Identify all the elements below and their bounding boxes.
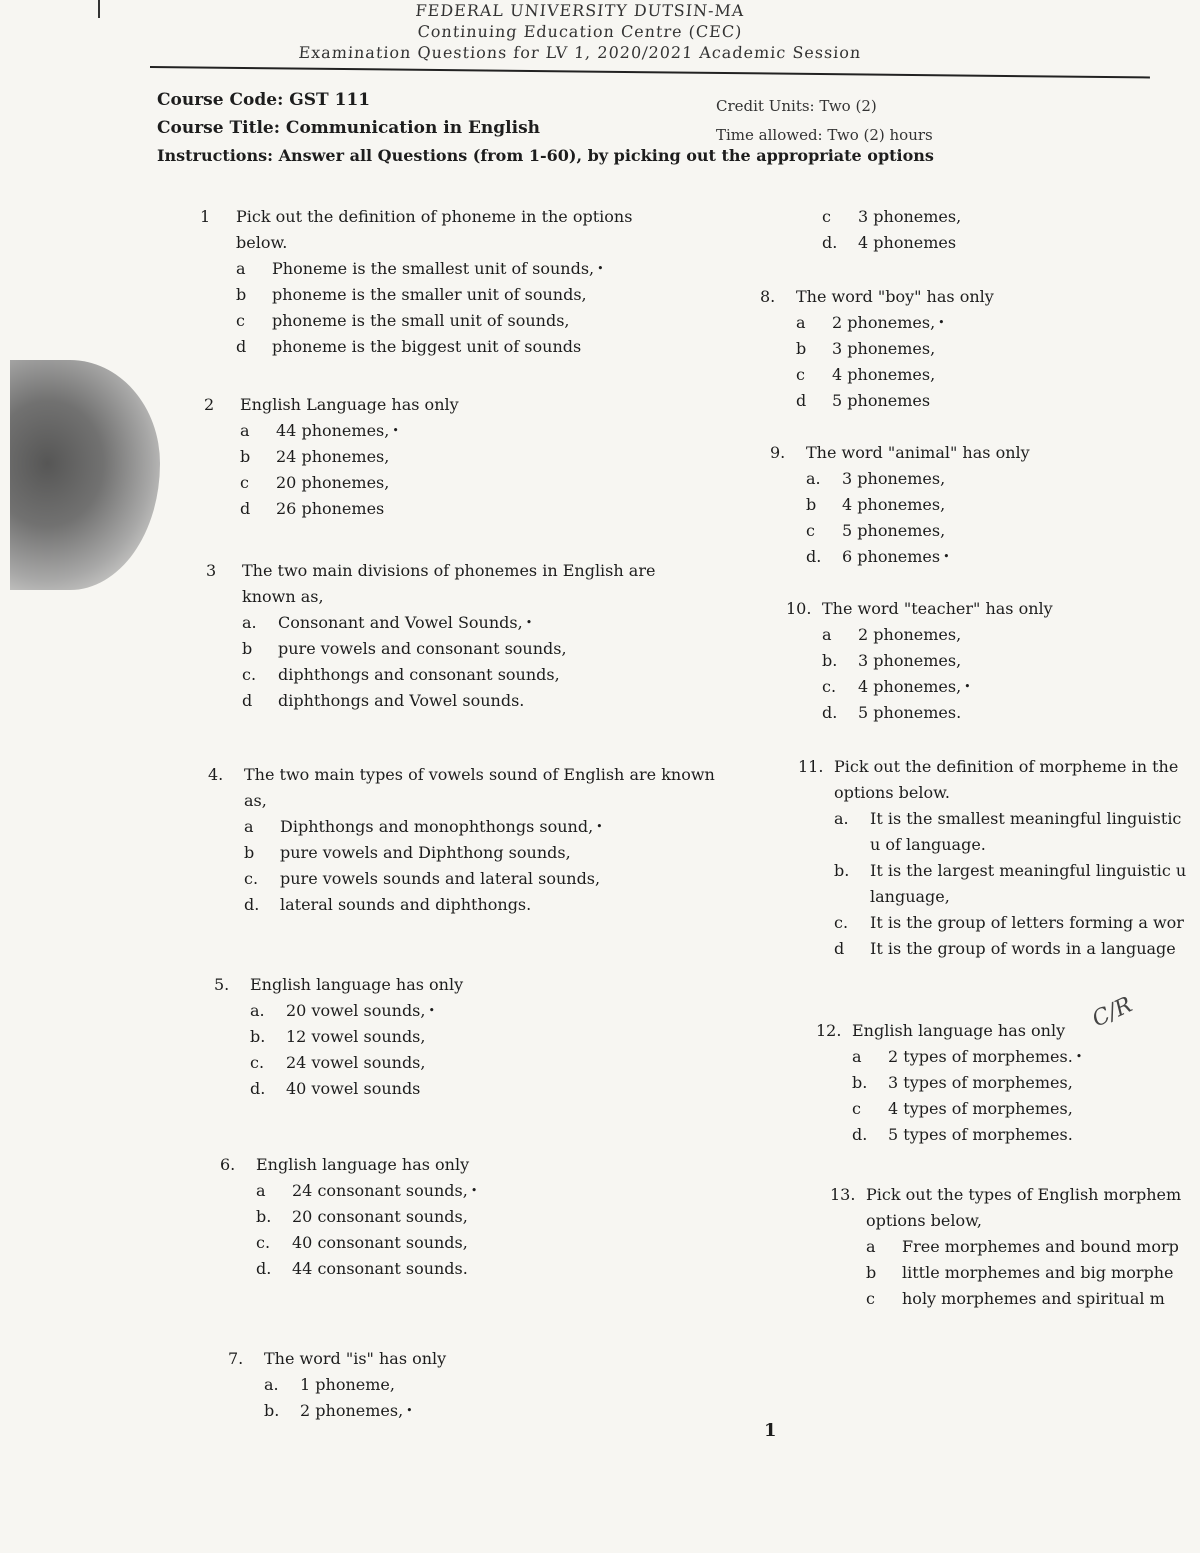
option-item <box>250 1024 694 1050</box>
question-11 <box>786 596 1146 726</box>
option-text: 12 vowel sounds, <box>286 1027 426 1046</box>
question-text: Pick out the definition of morpheme in the options below. <box>834 757 1179 802</box>
option-list <box>852 1044 1176 1148</box>
question-9 <box>760 284 1120 414</box>
option-text: 3 phonemes, <box>832 339 936 358</box>
option-item <box>250 1050 694 1076</box>
option-item <box>264 1372 708 1398</box>
option-item <box>256 1178 700 1204</box>
option-letter: a <box>822 625 832 644</box>
option-item <box>852 1122 1176 1148</box>
option-item <box>822 700 1146 726</box>
option-item <box>242 688 686 714</box>
question-number: 2 <box>204 395 215 414</box>
option-letter: b. <box>264 1401 280 1420</box>
option-item <box>242 636 686 662</box>
question-number: 7. <box>228 1349 244 1368</box>
option-letter: d. <box>852 1125 868 1144</box>
course-code: Course Code: GST 111 <box>157 90 371 110</box>
answer-mark-icon: • <box>964 680 971 693</box>
option-letter: c. <box>242 665 257 684</box>
option-item <box>236 256 680 282</box>
option-item <box>244 840 728 866</box>
option-letter: d <box>236 337 247 356</box>
option-text: Phoneme is the smallest unit of sounds, <box>272 259 595 278</box>
option-item <box>244 892 728 918</box>
option-text: 2 phonemes, <box>858 625 962 644</box>
option-item <box>236 282 680 308</box>
question-stem <box>816 1018 1176 1044</box>
exam-title: Examination Questions for LV 1, 2020/2021 Academic Session <box>297 43 863 62</box>
option-text: 5 phonemes <box>832 391 931 410</box>
option-letter: b. <box>256 1207 272 1226</box>
option-text: Diphthongs and monophthongs sound, <box>280 817 594 836</box>
option-letter: d <box>834 939 845 958</box>
question-text: English language has only <box>852 1021 1066 1040</box>
option-text: 3 phonemes, <box>858 651 962 670</box>
option-item <box>796 388 1120 414</box>
option-letter: b. <box>834 861 850 880</box>
option-letter: c <box>852 1099 861 1118</box>
question-number: 12. <box>816 1021 842 1040</box>
course-title: Course Title: Communication in English <box>157 118 541 138</box>
answer-mark-icon: • <box>525 616 533 629</box>
question-14 <box>830 1182 1190 1312</box>
option-list <box>256 1178 700 1282</box>
option-text: 20 vowel sounds, <box>286 1001 426 1020</box>
question-number: 3 <box>206 561 217 580</box>
question-stem <box>214 972 694 998</box>
option-text: 5 phonemes, <box>842 521 946 540</box>
option-list <box>244 814 728 918</box>
option-letter: c <box>806 521 815 540</box>
option-letter: a. <box>806 469 821 488</box>
option-letter: a <box>244 817 254 836</box>
university-name: FEDERAL UNIVERSITY DUTSIN-MA <box>414 1 746 20</box>
margin-mark <box>98 0 100 18</box>
question-text: English language has only <box>250 975 464 994</box>
credit-units: Credit Units: Two (2) <box>716 97 877 115</box>
option-item <box>852 1044 1176 1070</box>
option-text: 3 phonemes, <box>858 207 962 226</box>
option-item <box>242 610 686 636</box>
option-item <box>256 1204 700 1230</box>
option-letter: b <box>242 639 253 658</box>
option-list <box>866 1234 1190 1312</box>
option-letter: a. <box>834 809 849 828</box>
question-5 <box>214 972 694 1102</box>
question-stem <box>204 392 684 418</box>
option-letter: a. <box>242 613 257 632</box>
option-letter: a <box>852 1047 862 1066</box>
option-item <box>822 648 1146 674</box>
option-text: It is the group of letters forming a wor <box>870 913 1184 932</box>
question-stem <box>206 558 686 610</box>
question-stem <box>200 204 680 256</box>
option-letter: d <box>242 691 253 710</box>
option-item <box>866 1260 1190 1286</box>
option-item <box>806 492 1130 518</box>
option-text: 40 vowel sounds <box>286 1079 421 1098</box>
option-text: 4 phonemes, <box>842 495 946 514</box>
option-letter: c. <box>244 869 259 888</box>
option-item <box>834 910 1188 936</box>
option-text: holy morphemes and spiritual m <box>902 1289 1165 1308</box>
option-letter: b <box>236 285 247 304</box>
header-rule <box>150 66 1150 78</box>
option-text: 20 consonant sounds, <box>292 1207 468 1226</box>
question-13 <box>816 1018 1176 1148</box>
option-item <box>242 662 686 688</box>
question-4 <box>208 762 728 918</box>
option-letter: a <box>236 259 246 278</box>
time-allowed: Time allowed: Two (2) hours <box>716 126 933 144</box>
question-stem <box>830 1182 1190 1234</box>
option-text: 26 phonemes <box>276 499 385 518</box>
answer-mark-icon: • <box>470 1184 478 1197</box>
question-1 <box>200 204 680 360</box>
option-item <box>822 230 1086 256</box>
question-text: The two main types of vowels sound of English are known as, <box>244 765 715 810</box>
option-item <box>834 858 1188 910</box>
option-letter: d. <box>822 703 838 722</box>
option-text: 5 phonemes. <box>858 703 962 722</box>
question-number: 4. <box>208 765 224 784</box>
option-letter: d. <box>256 1259 272 1278</box>
option-list <box>806 466 1130 570</box>
option-text: Free morphemes and bound morp <box>902 1237 1179 1256</box>
question-stem <box>798 754 1188 806</box>
question-text: The word "boy" has only <box>796 287 994 306</box>
option-letter: b. <box>250 1027 266 1046</box>
option-item <box>244 814 728 840</box>
centre-name: Continuing Education Centre (CEC) <box>416 22 744 41</box>
option-text: 3 types of morphemes, <box>888 1073 1073 1092</box>
option-letter: b <box>796 339 807 358</box>
question-stem <box>786 596 1146 622</box>
option-text: 6 phonemes <box>842 547 941 566</box>
option-list <box>796 310 1120 414</box>
option-letter: c <box>796 365 805 384</box>
option-item <box>796 336 1120 362</box>
option-text: 20 phonemes, <box>276 473 390 492</box>
option-text: 5 types of morphemes. <box>888 1125 1073 1144</box>
option-letter: c. <box>256 1233 271 1252</box>
option-text: pure vowels and consonant sounds, <box>278 639 567 658</box>
handwritten-mark: C/R <box>1088 992 1137 1033</box>
answer-mark-icon: • <box>1075 1050 1083 1063</box>
question-10 <box>770 440 1130 570</box>
question-text: English language has only <box>256 1155 470 1174</box>
option-letter: a. <box>250 1001 265 1020</box>
option-item <box>866 1286 1190 1312</box>
option-item <box>834 936 1188 962</box>
option-list <box>240 418 684 522</box>
answer-mark-icon: • <box>943 550 950 563</box>
option-text: diphthongs and Vowel sounds. <box>278 691 525 710</box>
option-item <box>240 496 684 522</box>
option-letter: c <box>822 207 831 226</box>
option-letter: b. <box>822 651 838 670</box>
option-text: It is the largest meaningful linguistic u language, <box>870 861 1187 906</box>
page-number: 1 <box>764 1420 777 1441</box>
option-list <box>264 1372 708 1424</box>
option-text: Consonant and Vowel Sounds, <box>278 613 523 632</box>
option-text: phoneme is the small unit of sounds, <box>272 311 570 330</box>
option-letter: d. <box>806 547 822 566</box>
option-text: 2 phonemes, <box>832 313 936 332</box>
option-item <box>806 518 1130 544</box>
option-text: lateral sounds and diphthongs. <box>280 895 532 914</box>
option-letter: b. <box>852 1073 868 1092</box>
question-3 <box>206 558 686 714</box>
option-text: 1 phoneme, <box>300 1375 395 1394</box>
answer-mark-icon: • <box>428 1004 435 1017</box>
option-item <box>250 1076 694 1102</box>
option-text: 24 consonant sounds, <box>292 1181 468 1200</box>
option-letter: c. <box>822 677 837 696</box>
question-stem <box>208 762 728 814</box>
option-text: phoneme is the biggest unit of sounds <box>272 337 582 356</box>
option-text: It is the group of words in a language <box>870 939 1176 958</box>
option-item <box>822 622 1146 648</box>
answer-mark-icon: • <box>392 424 399 437</box>
question-text: Pick out the types of English morphem options below, <box>866 1185 1182 1230</box>
option-text: 4 phonemes <box>858 233 957 252</box>
option-letter: c. <box>250 1053 265 1072</box>
option-letter: a <box>796 313 806 332</box>
option-item <box>236 334 680 360</box>
question-6 <box>220 1152 700 1282</box>
option-letter: c. <box>834 913 849 932</box>
option-item <box>852 1096 1176 1122</box>
option-item <box>852 1070 1176 1096</box>
option-letter: b <box>806 495 817 514</box>
option-text: 3 phonemes, <box>842 469 946 488</box>
option-letter: d <box>240 499 251 518</box>
option-text: pure vowels sounds and lateral sounds, <box>280 869 601 888</box>
option-text: 2 types of morphemes. <box>888 1047 1073 1066</box>
option-letter: c <box>240 473 249 492</box>
option-text: It is the smallest meaningful linguistic u of language. <box>870 809 1182 854</box>
scan-shadow <box>10 360 160 590</box>
question-text: English Language has only <box>240 395 459 414</box>
option-text: phoneme is the smaller unit of sounds, <box>272 285 587 304</box>
instructions: Instructions: Answer all Questions (from 1-60), by picking out the appropriate options <box>157 146 934 165</box>
option-item <box>244 866 728 892</box>
option-letter: a. <box>264 1375 279 1394</box>
option-text: 24 phonemes, <box>276 447 390 466</box>
option-text: diphthongs and consonant sounds, <box>278 665 560 684</box>
option-text: 44 consonant sounds. <box>292 1259 468 1278</box>
option-item <box>256 1256 700 1282</box>
question-number: 9. <box>770 443 786 462</box>
option-item <box>834 806 1188 858</box>
question-text: The word "teacher" has only <box>822 599 1053 618</box>
option-text: 2 phonemes, <box>300 1401 404 1420</box>
option-item <box>240 470 684 496</box>
option-text: 40 consonant sounds, <box>292 1233 468 1252</box>
option-item <box>264 1398 708 1424</box>
question-text: The word "animal" has only <box>806 443 1030 462</box>
option-letter: d. <box>250 1079 266 1098</box>
option-letter: a <box>866 1237 876 1256</box>
question-number: 10. <box>786 599 812 618</box>
question-stem <box>220 1152 700 1178</box>
option-list <box>242 610 686 714</box>
option-letter: d. <box>244 895 260 914</box>
question-text: The two main divisions of phonemes in English are known as, <box>242 561 656 606</box>
option-item <box>822 674 1146 700</box>
document-header <box>150 0 1010 63</box>
question-number: 13. <box>830 1185 856 1204</box>
answer-mark-icon: • <box>596 820 603 833</box>
option-text: 4 phonemes, <box>858 677 962 696</box>
option-text: pure vowels and Diphthong sounds, <box>280 843 571 862</box>
option-item <box>866 1234 1190 1260</box>
option-item <box>240 418 684 444</box>
question-stem <box>228 1346 708 1372</box>
question-text: Pick out the definition of phoneme in the options below. <box>236 207 633 252</box>
option-letter: a <box>240 421 250 440</box>
course-info <box>157 86 540 142</box>
option-item <box>240 444 684 470</box>
option-letter: b <box>866 1263 877 1282</box>
option-text: 44 phonemes, <box>276 421 390 440</box>
question-text: The word "is" has only <box>264 1349 447 1368</box>
answer-mark-icon: • <box>406 1404 413 1417</box>
question-number: 6. <box>220 1155 236 1174</box>
question-7 <box>228 1346 708 1424</box>
question-number: 11. <box>798 757 824 776</box>
option-letter: d <box>796 391 807 410</box>
option-text: 4 phonemes, <box>832 365 936 384</box>
option-letter: c <box>236 311 245 330</box>
option-text: 24 vowel sounds, <box>286 1053 426 1072</box>
option-item <box>256 1230 700 1256</box>
option-item <box>806 466 1130 492</box>
question-stem <box>770 440 1130 466</box>
option-text: little morphemes and big morphe <box>902 1263 1174 1282</box>
option-item <box>806 544 1130 570</box>
option-item <box>250 998 694 1024</box>
option-item <box>796 362 1120 388</box>
question-number: 8. <box>760 287 776 306</box>
answer-mark-icon: • <box>597 262 604 275</box>
course-meta <box>716 92 933 150</box>
question-stem <box>760 284 1120 310</box>
option-letter: c <box>866 1289 875 1308</box>
option-item <box>822 204 1086 230</box>
option-item <box>796 310 1120 336</box>
question-number: 1 <box>200 207 211 226</box>
question-8 <box>786 204 1086 256</box>
option-list <box>250 998 694 1102</box>
question-number: 5. <box>214 975 230 994</box>
option-list <box>834 806 1188 962</box>
question-12 <box>798 754 1188 962</box>
option-list <box>822 204 1086 256</box>
answer-mark-icon: • <box>938 316 945 329</box>
option-item <box>236 308 680 334</box>
option-list <box>236 256 680 360</box>
option-letter: d. <box>822 233 838 252</box>
option-list <box>822 622 1146 726</box>
option-letter: b <box>240 447 251 466</box>
option-letter: a <box>256 1181 266 1200</box>
option-text: 4 types of morphemes, <box>888 1099 1073 1118</box>
option-letter: b <box>244 843 255 862</box>
question-2 <box>204 392 684 522</box>
